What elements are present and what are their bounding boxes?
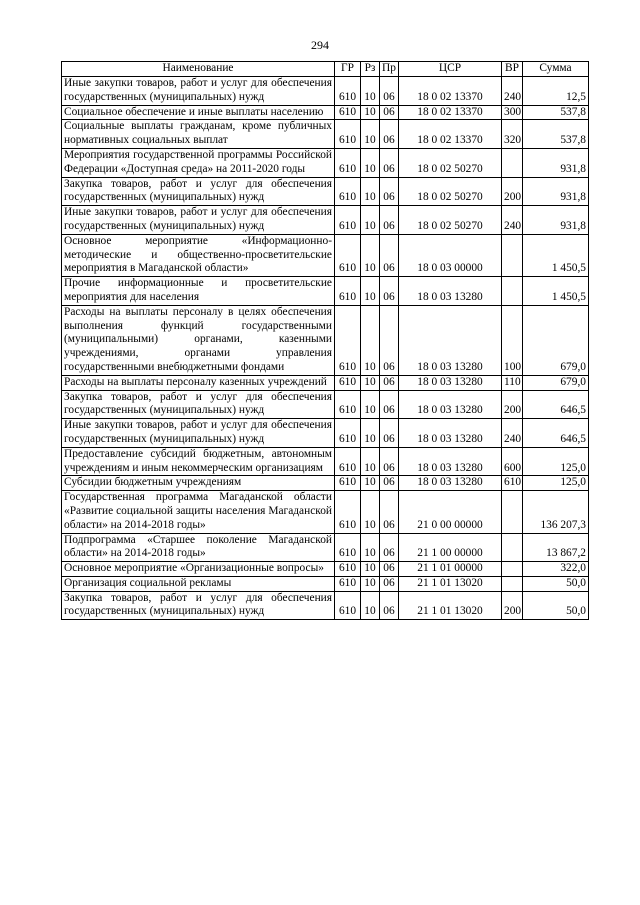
header-sum: Сумма bbox=[523, 62, 589, 77]
cell-sum: 13 867,2 bbox=[523, 533, 589, 562]
cell-csr: 18 0 02 50270 bbox=[399, 206, 502, 235]
cell-vr bbox=[502, 234, 523, 276]
cell-csr: 18 0 03 13280 bbox=[399, 476, 502, 491]
cell-pr: 06 bbox=[380, 77, 399, 106]
cell-rz: 10 bbox=[361, 77, 380, 106]
cell-sum: 125,0 bbox=[523, 476, 589, 491]
cell-gr: 610 bbox=[335, 390, 361, 419]
cell-vr bbox=[502, 148, 523, 177]
cell-name: Закупка товаров, работ и услуг для обеспечения государственных (муниципальных) нужд bbox=[62, 177, 335, 206]
cell-gr: 610 bbox=[335, 148, 361, 177]
cell-sum: 1 450,5 bbox=[523, 277, 589, 306]
cell-vr: 320 bbox=[502, 120, 523, 149]
table-row bbox=[62, 476, 589, 491]
cell-rz: 10 bbox=[361, 419, 380, 448]
cell-name: Расходы на выплаты персоналу казенных учреждений bbox=[62, 375, 335, 390]
cell-vr bbox=[502, 576, 523, 591]
header-rz: Рз bbox=[361, 62, 380, 77]
cell-pr: 06 bbox=[380, 148, 399, 177]
table-row bbox=[62, 206, 589, 235]
cell-pr: 06 bbox=[380, 419, 399, 448]
cell-gr: 610 bbox=[335, 447, 361, 476]
cell-name: Расходы на выплаты персоналу в целях обеспечения выполнения функций государственными (муниципальными) органами, казенными учреждениями, органами управления государственными внебюджетными фондами bbox=[62, 305, 335, 375]
cell-rz: 10 bbox=[361, 375, 380, 390]
cell-name: Иные закупки товаров, работ и услуг для обеспечения государственных (муниципальных) нужд bbox=[62, 77, 335, 106]
cell-gr: 610 bbox=[335, 375, 361, 390]
cell-pr: 06 bbox=[380, 533, 399, 562]
cell-gr: 610 bbox=[335, 77, 361, 106]
cell-vr: 200 bbox=[502, 177, 523, 206]
cell-csr: 21 1 01 00000 bbox=[399, 562, 502, 577]
cell-gr: 610 bbox=[335, 206, 361, 235]
cell-pr: 06 bbox=[380, 375, 399, 390]
cell-name: Организация социальной рекламы bbox=[62, 576, 335, 591]
cell-gr: 610 bbox=[335, 591, 361, 620]
header-pr: Пр bbox=[380, 62, 399, 77]
cell-pr: 06 bbox=[380, 476, 399, 491]
cell-name: Основное мероприятие «Организационные вопросы» bbox=[62, 562, 335, 577]
table-row bbox=[62, 447, 589, 476]
cell-rz: 10 bbox=[361, 277, 380, 306]
cell-pr: 06 bbox=[380, 305, 399, 375]
cell-sum: 679,0 bbox=[523, 375, 589, 390]
cell-sum: 679,0 bbox=[523, 305, 589, 375]
cell-pr: 06 bbox=[380, 390, 399, 419]
table-row bbox=[62, 77, 589, 106]
cell-csr: 18 0 02 13370 bbox=[399, 77, 502, 106]
cell-sum: 136 207,3 bbox=[523, 491, 589, 533]
cell-rz: 10 bbox=[361, 533, 380, 562]
cell-pr: 06 bbox=[380, 177, 399, 206]
cell-csr: 18 0 02 50270 bbox=[399, 177, 502, 206]
cell-name: Государственная программа Магаданской области «Развитие социальной защиты населения Магаданской области» на 2014-2018 годы» bbox=[62, 491, 335, 533]
cell-vr: 100 bbox=[502, 305, 523, 375]
cell-vr: 240 bbox=[502, 206, 523, 235]
table-row bbox=[62, 533, 589, 562]
table-row bbox=[62, 576, 589, 591]
cell-vr: 240 bbox=[502, 419, 523, 448]
cell-csr: 18 0 03 00000 bbox=[399, 234, 502, 276]
cell-csr: 18 0 03 13280 bbox=[399, 375, 502, 390]
cell-csr: 18 0 02 50270 bbox=[399, 148, 502, 177]
cell-gr: 610 bbox=[335, 234, 361, 276]
cell-pr: 06 bbox=[380, 576, 399, 591]
cell-name: Предоставление субсидий бюджетным, автономным учреждениям и иным некоммерческим организациям bbox=[62, 447, 335, 476]
cell-sum: 125,0 bbox=[523, 447, 589, 476]
cell-pr: 06 bbox=[380, 491, 399, 533]
cell-csr: 18 0 03 13280 bbox=[399, 305, 502, 375]
cell-pr: 06 bbox=[380, 562, 399, 577]
cell-vr: 200 bbox=[502, 390, 523, 419]
cell-vr bbox=[502, 562, 523, 577]
table-row bbox=[62, 177, 589, 206]
cell-sum: 537,8 bbox=[523, 120, 589, 149]
cell-name: Социальное обеспечение и иные выплаты населению bbox=[62, 105, 335, 120]
cell-sum: 646,5 bbox=[523, 390, 589, 419]
cell-rz: 10 bbox=[361, 148, 380, 177]
cell-gr: 610 bbox=[335, 576, 361, 591]
cell-gr: 610 bbox=[335, 105, 361, 120]
table-row bbox=[62, 390, 589, 419]
table-row bbox=[62, 562, 589, 577]
cell-gr: 610 bbox=[335, 419, 361, 448]
cell-name: Закупка товаров, работ и услуг для обеспечения государственных (муниципальных) нужд bbox=[62, 390, 335, 419]
cell-name: Иные закупки товаров, работ и услуг для обеспечения государственных (муниципальных) нужд bbox=[62, 419, 335, 448]
cell-csr: 21 1 01 13020 bbox=[399, 591, 502, 620]
cell-sum: 12,5 bbox=[523, 77, 589, 106]
cell-csr: 18 0 03 13280 bbox=[399, 277, 502, 306]
cell-rz: 10 bbox=[361, 177, 380, 206]
cell-vr: 240 bbox=[502, 77, 523, 106]
cell-rz: 10 bbox=[361, 234, 380, 276]
cell-name: Основное мероприятие «Информационно-методические и общественно-просветительские мероприятия в Магаданской области» bbox=[62, 234, 335, 276]
header-name: Наименование bbox=[62, 62, 335, 77]
table-row bbox=[62, 491, 589, 533]
cell-sum: 322,0 bbox=[523, 562, 589, 577]
cell-pr: 06 bbox=[380, 591, 399, 620]
header-vr: ВР bbox=[502, 62, 523, 77]
cell-csr: 18 0 03 13280 bbox=[399, 419, 502, 448]
cell-csr: 18 0 03 13280 bbox=[399, 390, 502, 419]
cell-rz: 10 bbox=[361, 491, 380, 533]
cell-name: Закупка товаров, работ и услуг для обеспечения государственных (муниципальных) нужд bbox=[62, 591, 335, 620]
cell-sum: 1 450,5 bbox=[523, 234, 589, 276]
cell-gr: 610 bbox=[335, 476, 361, 491]
cell-rz: 10 bbox=[361, 105, 380, 120]
cell-name: Прочие информационные и просветительские мероприятия для населения bbox=[62, 277, 335, 306]
cell-gr: 610 bbox=[335, 533, 361, 562]
cell-rz: 10 bbox=[361, 206, 380, 235]
cell-csr: 18 0 03 13280 bbox=[399, 447, 502, 476]
cell-name: Подпрограмма «Старшее поколение Магаданской области» на 2014-2018 годы» bbox=[62, 533, 335, 562]
cell-vr bbox=[502, 533, 523, 562]
cell-pr: 06 bbox=[380, 234, 399, 276]
table-row bbox=[62, 234, 589, 276]
cell-vr: 610 bbox=[502, 476, 523, 491]
table-row bbox=[62, 305, 589, 375]
cell-rz: 10 bbox=[361, 305, 380, 375]
cell-gr: 610 bbox=[335, 120, 361, 149]
cell-rz: 10 bbox=[361, 562, 380, 577]
cell-sum: 646,5 bbox=[523, 419, 589, 448]
table-row bbox=[62, 148, 589, 177]
cell-gr: 610 bbox=[335, 305, 361, 375]
cell-rz: 10 bbox=[361, 591, 380, 620]
cell-sum: 931,8 bbox=[523, 206, 589, 235]
cell-csr: 21 0 00 00000 bbox=[399, 491, 502, 533]
cell-name: Субсидии бюджетным учреждениям bbox=[62, 476, 335, 491]
cell-sum: 50,0 bbox=[523, 576, 589, 591]
cell-vr: 110 bbox=[502, 375, 523, 390]
cell-pr: 06 bbox=[380, 447, 399, 476]
table-row bbox=[62, 591, 589, 620]
cell-pr: 06 bbox=[380, 206, 399, 235]
cell-gr: 610 bbox=[335, 277, 361, 306]
cell-pr: 06 bbox=[380, 277, 399, 306]
budget-table bbox=[61, 61, 589, 620]
table-row bbox=[62, 375, 589, 390]
cell-pr: 06 bbox=[380, 105, 399, 120]
cell-csr: 18 0 02 13370 bbox=[399, 120, 502, 149]
cell-vr bbox=[502, 277, 523, 306]
cell-pr: 06 bbox=[380, 120, 399, 149]
cell-rz: 10 bbox=[361, 476, 380, 491]
cell-csr: 18 0 02 13370 bbox=[399, 105, 502, 120]
table-row bbox=[62, 419, 589, 448]
cell-name: Мероприятия государственной программы Российской Федерации «Доступная среда» на 2011-2020 годы bbox=[62, 148, 335, 177]
cell-name: Иные закупки товаров, работ и услуг для обеспечения государственных (муниципальных) нужд bbox=[62, 206, 335, 235]
cell-vr: 200 bbox=[502, 591, 523, 620]
cell-sum: 537,8 bbox=[523, 105, 589, 120]
cell-rz: 10 bbox=[361, 120, 380, 149]
cell-gr: 610 bbox=[335, 491, 361, 533]
cell-sum: 931,8 bbox=[523, 148, 589, 177]
cell-vr: 600 bbox=[502, 447, 523, 476]
table-header-row bbox=[62, 62, 589, 77]
cell-gr: 610 bbox=[335, 562, 361, 577]
cell-name: Социальные выплаты гражданам, кроме публичных нормативных социальных выплат bbox=[62, 120, 335, 149]
cell-csr: 21 1 01 13020 bbox=[399, 576, 502, 591]
cell-csr: 21 1 00 00000 bbox=[399, 533, 502, 562]
cell-rz: 10 bbox=[361, 390, 380, 419]
header-csr: ЦСР bbox=[399, 62, 502, 77]
cell-rz: 10 bbox=[361, 576, 380, 591]
cell-vr bbox=[502, 491, 523, 533]
table-row bbox=[62, 277, 589, 306]
page-number: 294 bbox=[311, 38, 329, 52]
cell-sum: 50,0 bbox=[523, 591, 589, 620]
cell-vr: 300 bbox=[502, 105, 523, 120]
table-row bbox=[62, 105, 589, 120]
cell-rz: 10 bbox=[361, 447, 380, 476]
cell-gr: 610 bbox=[335, 177, 361, 206]
cell-sum: 931,8 bbox=[523, 177, 589, 206]
table-row bbox=[62, 120, 589, 149]
header-gr: ГР bbox=[335, 62, 361, 77]
table-body bbox=[62, 77, 589, 620]
